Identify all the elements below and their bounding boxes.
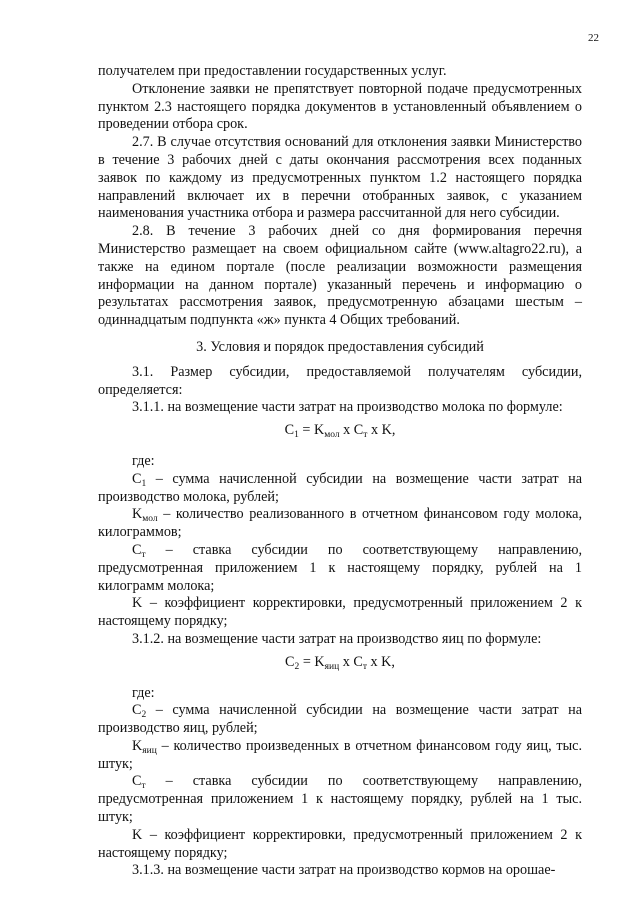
definition-c1: $C_1$ – сумма начисленной субсидии на возмещение части затрат на производство молока, рублей; — [98, 470, 582, 505]
paragraph-3-1-3: 3.1.3. на возмещение части затрат на производство кормов на орошае- — [132, 862, 556, 879]
paragraph-rejection: Отклонение заявки не препятствует повторной подаче предусмотренных пунктом 2.3 настоящего порядка документов в установленный объявлением о проведении отбора срок. — [98, 80, 582, 133]
paragraph-3-1: 3.1. Размер субсидии, предоставляемой получателям субсидии, определяется: — [98, 363, 582, 398]
definition-k-eggs: K – коэффициент корректировки, предусмотренный приложением 2 к настоящему порядку; — [98, 826, 582, 861]
definition-ct-milk: $C_т$ – ставка субсидии по соответствующему направлению, предусмотренная приложением 1 к настоящему порядку, рублей на 1 килограмм молока; — [98, 541, 582, 594]
paragraph-2-8: 2.8. В течение 3 рабочих дней со дня формирования перечня Министерство размещает на своем официальном сайте (www.altagro22.ru), а также на едином портале (после реализации возможности размещения информации на данном портале) указанный перечень и информацию о результатах рассмотрения заявок, предусмотренную абзацами шестым – одиннадцатым подпункта «ж» пункта 4 Общих требований. — [98, 223, 582, 329]
paragraph-continuation: получателем при предоставлении государственных услуг. — [98, 63, 447, 79]
definition-kmol: $K_{мол}$ – количество реализованного в отчетном финансовом году молока, килограммов; — [98, 506, 582, 541]
definition-k-milk: K – коэффициент корректировки, предусмотренный приложением 2 к настоящему порядку; — [98, 595, 582, 630]
formula-milk: $C_1 = K_{мол}$ x $C_т$ x K, — [284, 422, 396, 441]
document-body — [98, 63, 582, 880]
section-title: 3. Условия и порядок предоставления субсидий — [196, 338, 484, 355]
definition-ct-eggs: $C_т$ – ставка субсидии по соответствующему направлению, предусмотренная приложением 1 к настоящему порядку, рублей на 1 тыс. штук; — [98, 773, 582, 826]
where-label: где: — [132, 452, 155, 469]
formula-eggs: $C_2 = K_{яиц}$ x $C_т$ x K, — [285, 653, 395, 672]
where-label: где: — [132, 684, 155, 701]
paragraph-2-7: 2.7. В случае отсутствия оснований для отклонения заявки Министерство в течение 3 рабочих дней с даты окончания рассмотрения всех поданных заявок по каждому из предусмотренных пунктом 1.2 настоящего порядка направлений включает их в перечни отобранных заявок, с указанием наименования участника отбора и размера рассчитанной для него субсидии. — [98, 134, 582, 222]
page-number: 22 — [588, 32, 599, 44]
definition-c2: $C_2$ – сумма начисленной субсидии на возмещение части затрат на производство яиц, рублей; — [98, 702, 582, 737]
definition-keggs: $K_{яиц}$ – количество произведенных в отчетном финансовом году яиц, тыс. штук; — [98, 737, 582, 772]
paragraph-3-1-2: 3.1.2. на возмещение части затрат на производство яиц по формуле: — [132, 630, 542, 647]
paragraph-3-1-1: 3.1.1. на возмещение части затрат на производство молока по формуле: — [132, 399, 563, 416]
